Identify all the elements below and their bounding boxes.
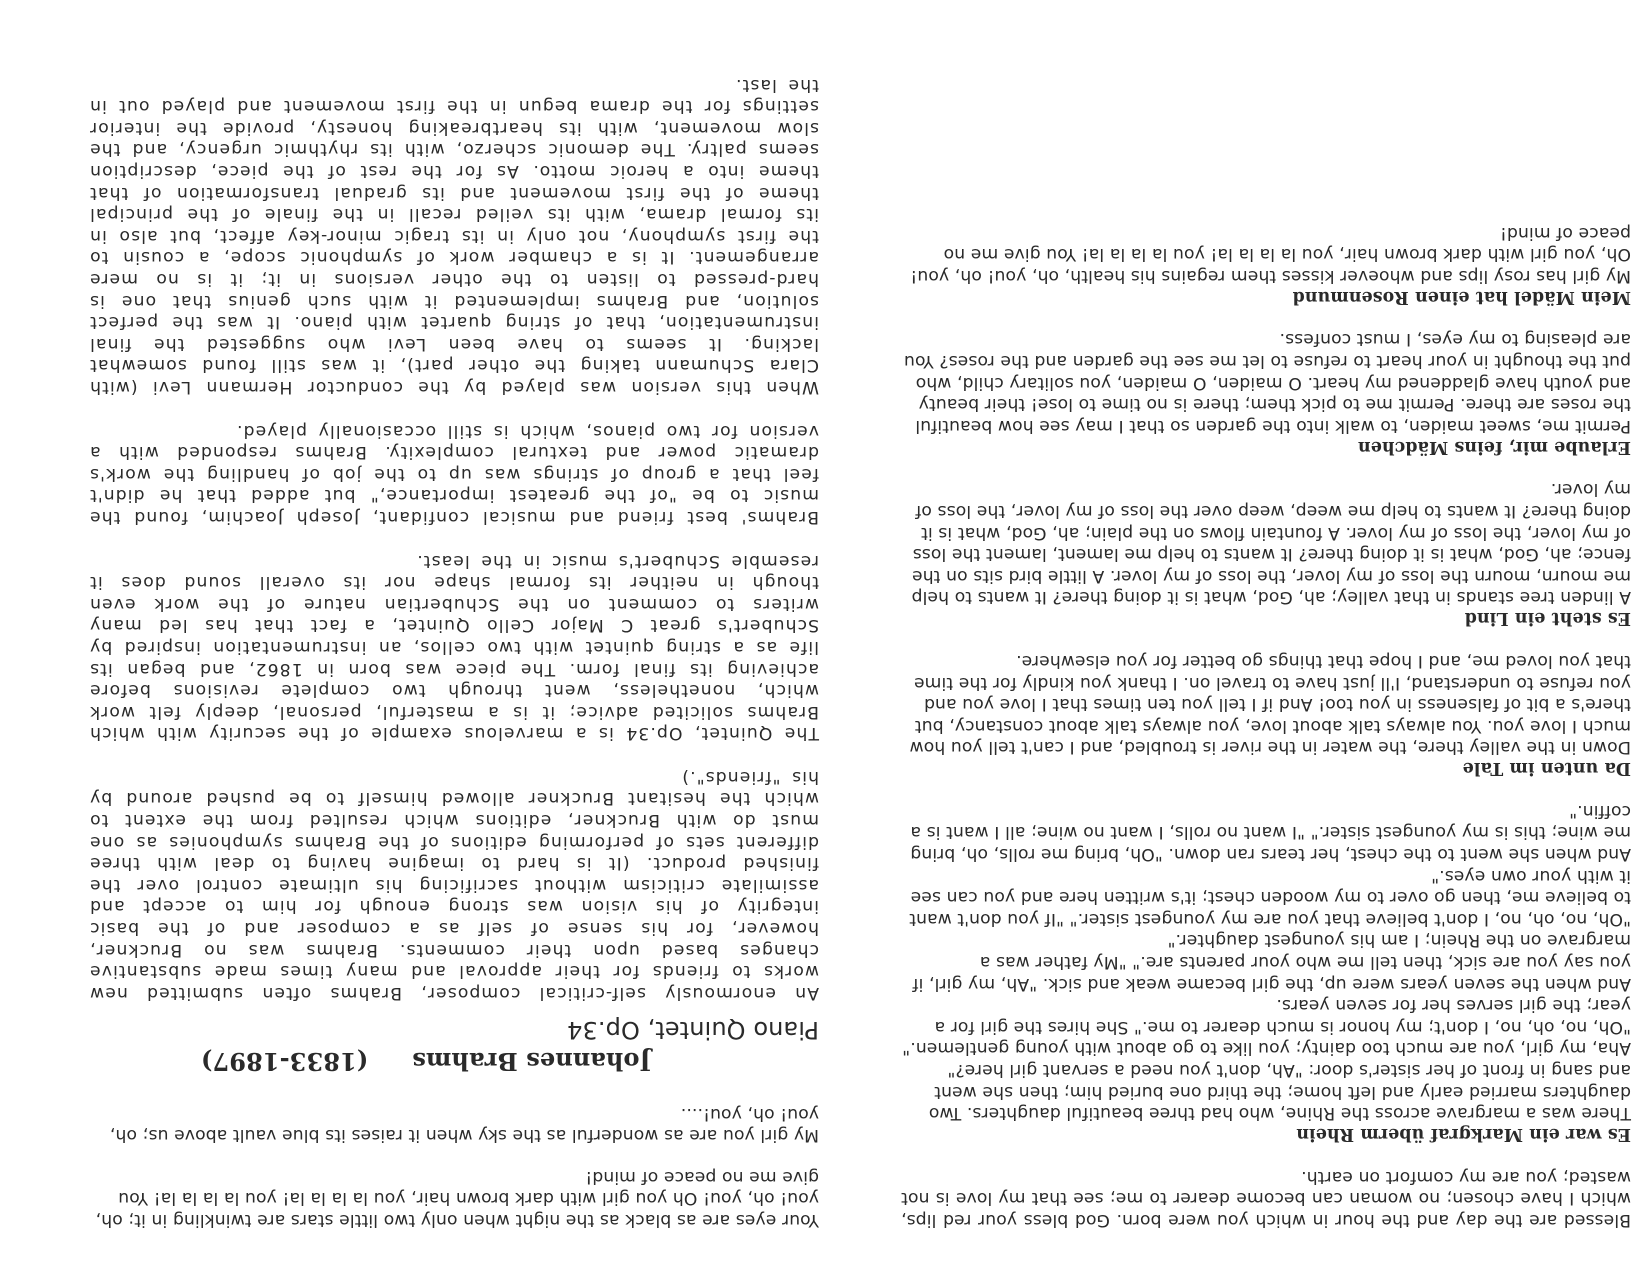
- song-texts-column: [901, 201, 1631, 1230]
- song-markgraf: [901, 799, 1631, 1145]
- song-continuation-stanza: My girl you are as wonderful as the sky when it raises its blue vault above us; oh, you! oh, you!....: [109, 1103, 819, 1146]
- song-stanza: My girl has rosy lips and whoever kisses them regains his health, oh, you! oh, you! Oh, you girl with dark brown hair, you la la la la! you la la la la! You give me no peace of mind!: [910, 222, 1631, 286]
- song-continuation-stanza: Your eyes are as black as the night when only two little stars are twinkling in it; oh, you! oh, you! Oh you girl with dark brown hair, you la la la la! you la la la la! You give me no peace of mind!: [95, 1166, 819, 1230]
- song-es-steht: [901, 478, 1631, 630]
- essay-paragraph: The Quintet, Op.34 is a marvelous example of the security with which Brahms solicited advice; it is a masterful, personal, deeply felt work which, nonetheless, went through two complete revisions before achieving its final form. The piece was born in 1862, and began its life as a string quintet with two cellos, an instrumentation inspired by Schubert's great C Major Cello Quintet, a fact that has led many writers to comment on the Schubertian nature of the work even though in neither its formal shape nor its overall sound does it resemble Schubert's music in the least.: [89, 550, 819, 744]
- song-title: Da unten im Tale: [1462, 758, 1631, 779]
- song-title: Es steht ein Lind: [1464, 608, 1631, 629]
- song-stanza: "Oh, no, oh, no, I don't believe that you are my youngest sister." "If you don't want to believe me, then go over to my wooden chest; it's written here and you can see it with your own eyes.": [909, 865, 1631, 929]
- essay-paragraph: An enormously self-critical composer, Brahms often submitted new works to friends for their approval and many times made substantive changes based upon their comments. Brahms was no Bruckner, however, for his sense of self as a composer and of the basic integrity of his vision was strong enough for him to accept and assimilate criticism without sacrificing his ultimate control over the finished product. (It is hard to imagine having to deal with three different sets of performing editions of the Brahms symphonies as one must do with Bruckner, editions which resulted from the extent to which the hesitant Bruckner allowed himself to be pushed around by his "friends".): [89, 766, 819, 1003]
- song-stanza: And when she went to the chest, her tears ran down. "Oh, bring me rolls, oh, bring me wine; this is my youngest sister." "I want no rolls, I want no wine; all I want is a coffin.": [910, 800, 1631, 865]
- essay-paragraph: When this version was played by the conductor Hermann Levi (with Clara Schumann taking the other part), it was still found somewhat lacking. It seems to have been Levi who suggested the final instrumentation, that of string quartet with piano. It was the perfect solution, and Brahms implemented it with such genius that one is hard-pressed to listen to the other versions in it; it is no mere arrangement. It is a chamber work of symphonic scope, a cousin to the first symphony, not only in its tragic minor-key affect, but also in its formal drama, with its veiled recall in the finale of the principal theme of the first movement and its gradual transformation of that theme into a heroic motto. As for the rest of the piece, description seems paltry. The demonic scherzo, with its rhythmic urgency, and the slow movement, with its heartbreaking honesty, provide the interior settings for the drama begun in the first movement and played out in the last.: [89, 74, 819, 397]
- song-stanza: And when the seven years were up, the girl became weak and sick. "Ah, my girl, if you say you are sick, then tell me who your parents are." "My father was a margrave on the Rhein; I am his youngest daughter.": [912, 930, 1631, 994]
- song-title: Erlaube mir, feins Mädchen: [1357, 436, 1631, 457]
- song-title: Mein Mädel hat einen Rosenmund: [1292, 286, 1631, 307]
- song-title: Es war ein Markgraf überm Rhein: [1296, 1124, 1631, 1145]
- song-stanza: There was a margrave across the Rhine, who had three beautiful daughters. Two daughters married early and left home; the third one buried him; then she went and sang in front of her sister's door: "Ah, don't you need a servant girl here?": [928, 1060, 1631, 1124]
- song-erlaube-mir: [901, 328, 1631, 458]
- song-stanza: A linden tree stands in that valley; ah, God, what is it doing there? It wants to help me mourn, mourn the loss of my lover, the loss of my lover. A little bird sits on the fence; ah, God, what is it doing there? It wants to help me lament, lament the loss of my lover, the loss of my lover. A fountain flows on the plain; ah, God, what is it doing there? It wants to help me weep, weep over the loss of my lover, the loss of my lover.: [911, 479, 1631, 608]
- song-stanza: Down in the valley there, the water in the river is troubled, and I can't tell you how much I love you. You always talk about love, you always talk about constancy, but there's a bit of falseness in you too! And if I tell you ten times that I love you and you refuse to understand, I'll just have to travel on. I thank you kindly for the time that you loved me, and I hope that things go better for you elsewhere.: [909, 650, 1631, 758]
- program-essay: [89, 73, 819, 1003]
- song-da-unten: [901, 649, 1631, 779]
- program-notes-column: [89, 51, 819, 1230]
- intro-paragraph: Blessed are the day and the hour in which you were born. God bless your red lips, which I have chosen; no woman can become dearer to me; see that my love is not wasted; you are my comfort on earth.: [901, 1166, 1631, 1230]
- work-title: Piano Quintet, Op.34: [567, 1016, 819, 1045]
- song-mein-madel: [901, 221, 1631, 308]
- composer-name: Johannes Brahms: [412, 1047, 651, 1077]
- song-stanza: Aha, my girl, you are much too dainty; you like to go about with young gentlemen." "Oh, no, oh, no, I don't; my honor is much dearer to me." She hires the girl for a year; the girl serves her for seven years.: [902, 995, 1631, 1059]
- composer-dates: (1833-1897): [200, 1047, 369, 1077]
- essay-paragraph: Brahms' best friend and musical confidant, Joseph Joachim, found the music to be "of the greatest importance," but added that he didn't feel that a group of strings was up to the job of handling the work's dramatic power and textural complexity. Brahms responded with a version for two pianos, which is still occasionally played.: [89, 420, 819, 527]
- composer-heading: [89, 1047, 651, 1077]
- song-stanza: Permit me, sweet maiden, to walk into the garden so that I may see how beautiful the roses are there. Permit me to pick them; there is no time to lose! their beauty and youth have gladdened my heart. O maiden, O maiden, you solitary child, who put the thought in your heart to refuse to let me see the garden and the roses? You are pleasing to my eyes, I must confess.: [903, 329, 1631, 436]
